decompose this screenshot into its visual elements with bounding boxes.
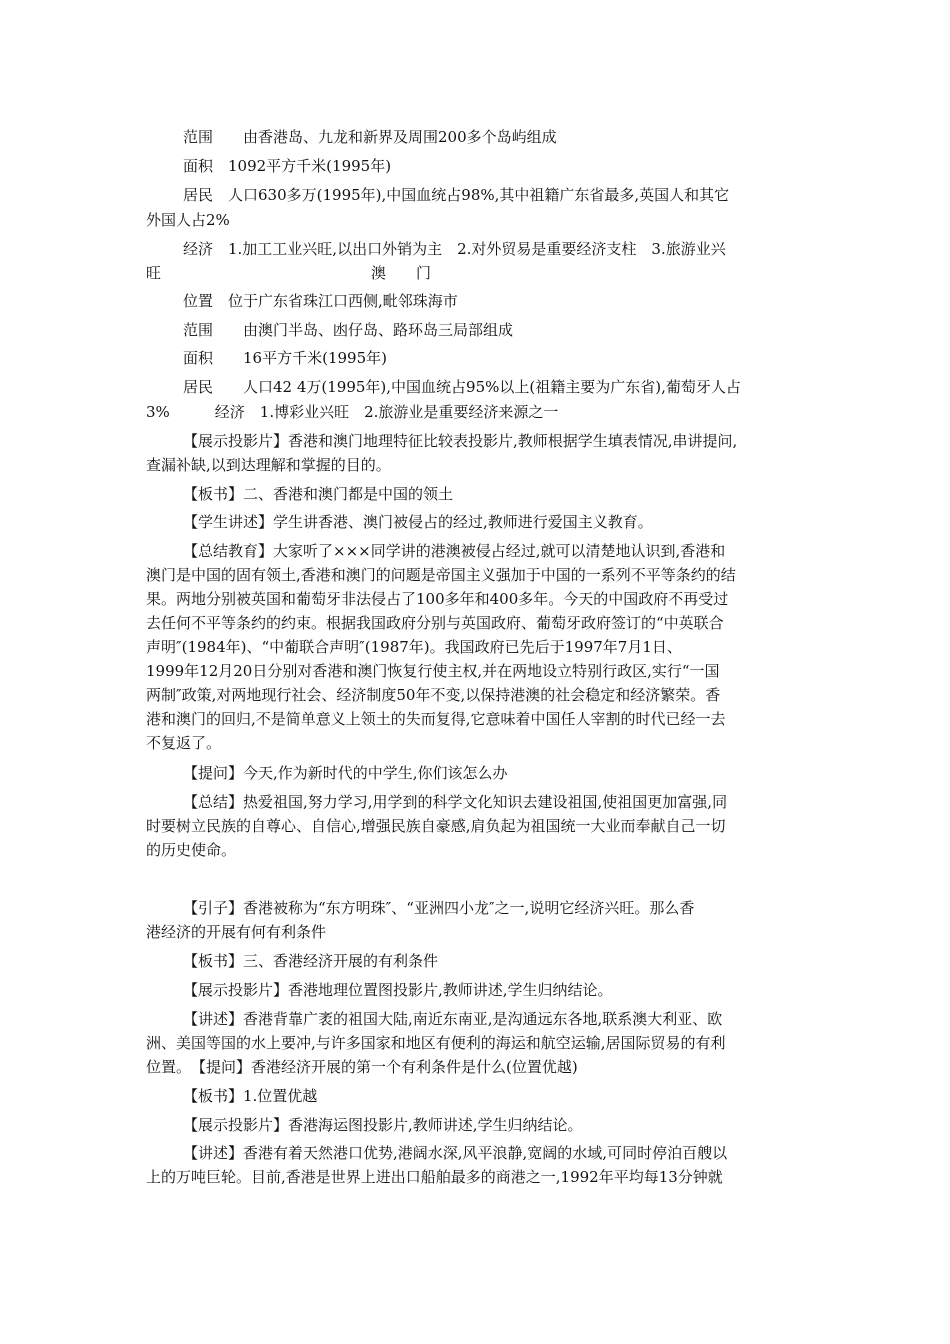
text-line: 【总结】热爱祖国,努力学习,用学到的科学文化知识去建设祖国,使祖国更加富强,同 (183, 793, 728, 811)
text-line: 上的万吨巨轮。目前,香港是世界上进出口船舶最多的商港之一,1992年平均每13分钟就 (146, 1168, 723, 1186)
text-line: 不复返了。 (146, 734, 222, 752)
text-line: 【提问】今天,作为新时代的中学生,你们该怎么办 (183, 764, 508, 782)
text-line: 【板书】1.位置优越 (183, 1087, 318, 1105)
text-line: 范围 由香港岛、九龙和新界及周围200多个岛屿组成 (183, 128, 557, 146)
text-line: 1999年12月20日分别对香港和澳门恢复行使主权,并在两地设立特别行政区,实行“一国 (146, 662, 720, 680)
text-line: 【展示投影片】香港地理位置图投影片,教师讲述,学生归纳结论。 (183, 981, 613, 999)
text-line: 位置。 【提问】香港经济开展的第一个有利条件是什么(位置优越) (146, 1058, 578, 1076)
text-line: 【板书】三、香港经济开展的有利条件 (183, 952, 439, 970)
text-line: 外国人占2% (146, 211, 230, 229)
text-line: 居民 人口42 4万(1995年),中国血统占95%以上(祖籍主要为广东省),葡萄牙人占 (183, 378, 741, 396)
text-line: 【引子】香港被称为“东方明珠″、“亚洲四小龙″之一,说明它经济兴旺。那么香 (183, 899, 695, 917)
text-line: 查漏补缺,以到达理解和掌握的目的。 (146, 456, 391, 474)
text-line: 【板书】二、香港和澳门都是中国的领土 (183, 485, 454, 503)
text-line: 港和澳门的回归,不是简单意义上领土的失而复得,它意味着中国任人宰割的时代已经一去 (146, 710, 726, 728)
text-line: 居民 人口630多万(1995年),中国血统占98%,其中祖籍广东省最多,英国人和其它 (183, 186, 730, 204)
text-line: 去任何不平等条约的约束。根据我国政府分别与英国政府、葡萄牙政府签订的“中英联合 (146, 614, 724, 632)
text-line: 两制″政策,对两地现行社会、经济制度50年不变,以保持港澳的社会稳定和经济繁荣。香 (146, 686, 721, 704)
text-line: 的历史使命。 (146, 841, 237, 859)
text-line: 时要树立民族的自尊心、自信心,增强民族自豪感,肩负起为祖国统一大业而奉献自己一切 (146, 817, 726, 835)
text-line: 【展示投影片】香港海运图投影片,教师讲述,学生归纳结论。 (183, 1116, 583, 1134)
text-line: 面积 16平方千米(1995年) (183, 349, 387, 367)
text-line: 【讲述】香港有着天然港口优势,港阔水深,风平浪静,宽阔的水域,可同时停泊百艘以 (183, 1144, 728, 1162)
text-line: 洲、美国等国的水上要冲,与许多国家和地区有便利的海运和航空运输,居国际贸易的有利 (146, 1034, 726, 1052)
text-line: 【展示投影片】香港和澳门地理特征比较表投影片,教师根据学生填表情况,串讲提问, (183, 432, 738, 450)
text-line: 范围 由澳门半岛、凼仔岛、路环岛三局部组成 (183, 321, 514, 339)
text-line: 面积 1092平方千米(1995年) (183, 157, 392, 175)
text-line: 【总结教育】大家听了×××同学讲的港澳被侵占经过,就可以清楚地认识到,香港和 (183, 542, 726, 560)
text-line: 澳门是中国的固有领土,香港和澳门的问题是帝国主义强加于中国的一系列不平等条约的结 (146, 566, 736, 584)
text-line: 位置 位于广东省珠江口西侧,毗邻珠海市 (183, 292, 458, 310)
text-line: 3% 经济 1.博彩业兴旺 2.旅游业是重要经济来源之一 (146, 403, 559, 421)
text-line: 旺 澳 门 (146, 264, 432, 282)
text-line: 声明″(1984年)、“中葡联合声明″(1987年)。我国政府已先后于1997年7月1日、 (146, 638, 682, 656)
text-line: 港经济的开展有何有利条件 (146, 923, 327, 941)
text-line: 果。两地分别被英国和葡萄牙非法侵占了100多年和400多年。今天的中国政府不再受过 (146, 590, 729, 608)
text-line: 【学生讲述】学生讲香港、澳门被侵占的经过,教师进行爱国主义教育。 (183, 513, 653, 531)
text-line: 经济 1.加工工业兴旺,以出口外销为主 2.对外贸易是重要经济支柱 3.旅游业兴 (183, 240, 726, 258)
text-line: 【讲述】香港背靠广袤的祖国大陆,南近东南亚,是沟通远东各地,联系澳大利亚、欧 (183, 1010, 723, 1028)
